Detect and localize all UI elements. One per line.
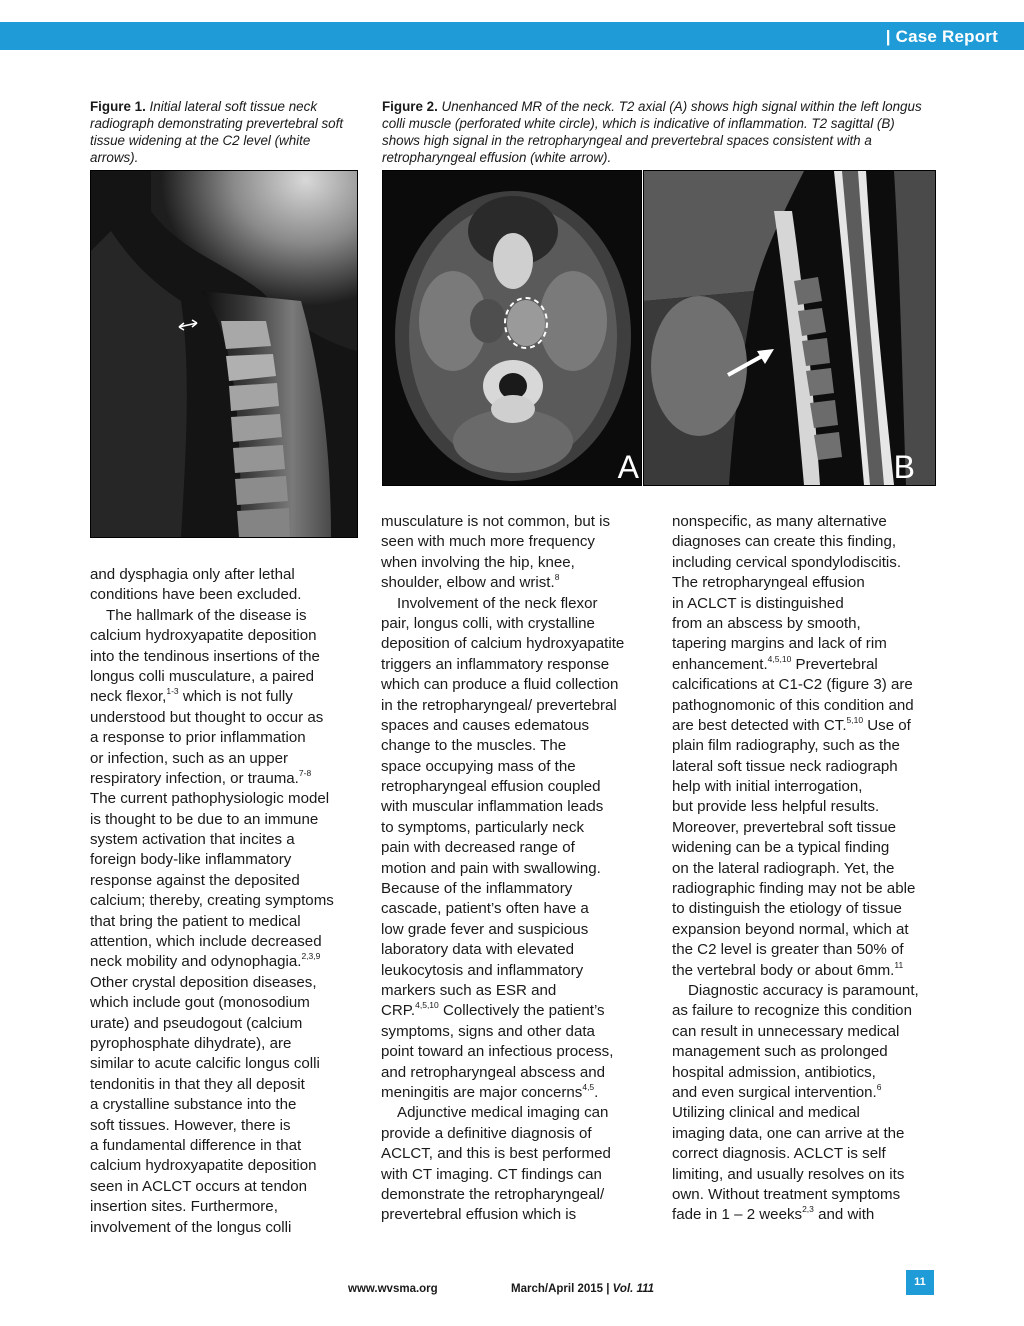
body-line: change to the muscles. The	[381, 737, 567, 755]
body-line: markers such as ESR and	[381, 981, 557, 999]
figure1-caption	[90, 98, 358, 166]
body-line: a fundamental difference in that	[90, 1136, 302, 1154]
footer-issue-date: March/April 2015	[511, 1283, 604, 1295]
body-line	[672, 655, 934, 675]
citation: 11	[894, 959, 904, 970]
figure1-radiograph	[90, 170, 358, 538]
body-text: Collectively the patient’s	[438, 1002, 605, 1020]
body-line: seen with much more frequency	[381, 533, 595, 551]
body-line: plain film radiography, such as the	[672, 737, 900, 755]
body-line: provide a definitive diagnosis of	[381, 1124, 592, 1142]
body-line: laboratory data with elevated	[381, 941, 574, 959]
body-line	[90, 769, 352, 789]
citation: 7-8	[298, 767, 312, 778]
body-line: Involvement of the neck flexor	[397, 594, 598, 612]
body-line	[381, 1001, 643, 1021]
header-bar	[0, 22, 1024, 50]
body-line: pain with decreased range of	[381, 839, 575, 857]
body-line: as failure to recognize this condition	[672, 1002, 912, 1020]
body-line: foreign body-like inflammatory	[90, 851, 292, 869]
body-line: with muscular inflammation leads	[381, 798, 604, 816]
footer-issue	[511, 1283, 654, 1295]
body-line: calcifications at C1-C2 (figure 3) are	[672, 676, 913, 694]
citation: 1-3	[166, 686, 179, 697]
body-line: when involving the hip, knee,	[381, 553, 575, 571]
citation: 4,5	[582, 1081, 595, 1092]
body-line: widening can be a typical finding	[672, 839, 890, 857]
body-text: which is not fully	[178, 688, 293, 706]
body-line: response against the deposited	[90, 871, 300, 889]
body-line: prevertebral effusion which is	[381, 1206, 577, 1224]
body-line: symptoms, signs and other data	[381, 1022, 595, 1040]
body-line: or infection, such as an upper	[90, 749, 289, 767]
body-line	[672, 1083, 934, 1103]
body-line: the C2 level is greater than 50% of	[672, 941, 904, 959]
body-line	[90, 952, 352, 972]
body-line: management such as prolonged	[672, 1043, 888, 1061]
body-line: which include gout (monosodium	[90, 994, 310, 1012]
body-text: and with	[813, 1206, 875, 1224]
body-line: but provide less helpful results.	[672, 798, 880, 816]
body-text: fade in 1 – 2 weeks	[672, 1206, 803, 1224]
body-line: Diagnostic accuracy is paramount,	[688, 981, 919, 999]
body-line: motion and pain with swallowing.	[381, 859, 601, 877]
figure1-caption-text: Initial lateral soft tissue neck radiograph demonstrating prevertebral soft tissue widening at the C2 level (white arrows).	[90, 99, 344, 165]
figure2-panel-a	[382, 170, 642, 486]
body-text: neck flexor,	[90, 688, 167, 706]
body-line: hospital admission, antibiotics,	[672, 1063, 876, 1081]
body-line: imaging data, one can arrive at the	[672, 1124, 905, 1142]
body-line: a crystalline substance into the	[90, 1096, 297, 1114]
page-number-badge: 11	[906, 1270, 934, 1295]
body-line: can result in unnecessary medical	[672, 1022, 900, 1040]
body-line: on the lateral radiograph. Yet, the	[672, 859, 895, 877]
body-line: Moreover, prevertebral soft tissue	[672, 818, 896, 836]
body-line: radiographic finding may not be able	[672, 880, 916, 898]
figure2-label: Figure 2.	[382, 99, 438, 114]
body-line: The retropharyngeal effusion	[672, 574, 865, 592]
body-line: understood but thought to occur as	[90, 708, 324, 726]
citation: 6	[876, 1081, 882, 1092]
body-line: that bring the patient to medical	[90, 912, 301, 930]
body-line	[381, 573, 643, 593]
body-line: similar to acute calcific longus colli	[90, 1055, 320, 1073]
body-line: pair, longus colli, with crystalline	[381, 614, 595, 632]
citation: 5,10	[846, 714, 864, 725]
sagittal-mr-icon	[644, 171, 935, 485]
body-line: pathognomonic of this condition and	[672, 696, 914, 714]
body-line: from an abscess by smooth,	[672, 614, 861, 632]
body-line: seen in ACLCT occurs at tendon	[90, 1177, 308, 1195]
body-column-2	[381, 512, 643, 1226]
body-column-1	[90, 565, 352, 1238]
citation: 2,3	[802, 1204, 814, 1215]
body-line: point toward an infectious process,	[381, 1043, 614, 1061]
body-line: correct diagnosis. ACLCT is self	[672, 1145, 886, 1163]
body-line: diagnoses can create this finding,	[672, 533, 897, 551]
body-line: low grade fever and suspicious	[381, 920, 589, 938]
body-text: respiratory infection, or trauma.	[90, 769, 299, 787]
body-line: and retropharyngeal abscess and	[381, 1063, 606, 1081]
body-line: involvement of the longus colli	[90, 1218, 292, 1236]
body-line: a response to prior inflammation	[90, 729, 306, 747]
body-line: The current pathophysiologic model	[90, 790, 330, 808]
footer-volume: Vol. 111	[612, 1283, 655, 1295]
body-line: ACLCT, and this is best performed	[381, 1145, 611, 1163]
body-text: are best detected with CT.	[672, 716, 847, 734]
body-line: conditions have been excluded.	[90, 586, 302, 604]
body-line: pyrophosphate dihydrate), are	[90, 1034, 292, 1052]
body-line: space occupying mass of the	[381, 757, 576, 775]
body-line: tapering margins and lack of rim	[672, 635, 887, 653]
body-line: Utilizing clinical and medical	[672, 1104, 860, 1122]
body-line	[672, 716, 934, 736]
body-column-3	[672, 512, 934, 1226]
body-line	[381, 1083, 643, 1103]
body-line: calcium hydroxyapatite deposition	[90, 627, 317, 645]
body-line	[90, 687, 352, 707]
citation: 4,5,10	[767, 653, 792, 664]
panel-a-label: A	[617, 449, 639, 485]
body-line: spaces and causes edematous	[381, 716, 590, 734]
body-line: Other crystal deposition diseases,	[90, 973, 317, 991]
axial-mr-icon	[383, 171, 641, 485]
body-line	[672, 1205, 934, 1225]
lateral-neck-radiograph-icon	[91, 171, 357, 537]
body-text: shoulder, elbow and wrist.	[381, 574, 555, 592]
body-line: which can produce a fluid collection	[381, 676, 619, 694]
footer-website[interactable]: www.wvsma.org	[348, 1283, 438, 1295]
body-line: to symptoms, particularly neck	[381, 818, 584, 836]
body-line: lateral soft tissue neck radiograph	[672, 757, 898, 775]
body-line: help with initial interrogation,	[672, 778, 863, 796]
body-text: .	[594, 1083, 599, 1101]
body-line: demonstrate the retropharyngeal/	[381, 1185, 605, 1203]
body-line: longus colli musculature, a paired	[90, 667, 315, 685]
body-line: is thought to be due to an immune	[90, 810, 319, 828]
body-text: neck mobility and odynophagia.	[90, 953, 302, 971]
body-text: and even surgical intervention.	[672, 1083, 877, 1101]
figure2-panel-b	[643, 170, 936, 486]
body-text: the vertebral body or about 6mm.	[672, 961, 895, 979]
body-line: triggers an inflammatory response	[381, 655, 610, 673]
body-line: expansion beyond normal, which at	[672, 920, 909, 938]
body-line: with CT imaging. CT findings can	[381, 1165, 602, 1183]
citation: 8	[554, 572, 560, 583]
body-line: soft tissues. However, there is	[90, 1116, 291, 1134]
body-line: limiting, and usually resolves on its	[672, 1165, 905, 1183]
body-line: tendonitis in that they all deposit	[90, 1075, 305, 1093]
citation: 4,5,10	[415, 1000, 439, 1011]
body-line: Because of the inflammatory	[381, 880, 573, 898]
figure1-label: Figure 1.	[90, 99, 146, 114]
panel-b-label: B	[893, 449, 915, 485]
body-line: retropharyngeal effusion coupled	[381, 778, 601, 796]
body-line: nonspecific, as many alternative	[672, 513, 887, 530]
body-line: calcium; thereby, creating symptoms	[90, 892, 334, 910]
body-line: in ACLCT is distinguished	[672, 594, 844, 612]
body-line: own. Without treatment symptoms	[672, 1185, 901, 1203]
body-text: CRP.	[381, 1002, 416, 1020]
body-line: calcium hydroxyapatite deposition	[90, 1157, 317, 1175]
figure2-caption-text: Unenhanced MR of the neck. T2 axial (A) shows high signal within the left longus colli muscle (perforated white circle), which is indicative of inflammation. T2 sagittal (B) shows high signal in the retropharyngeal and prevertebral spaces consistent with a retropharyngeal effusion (white arrow).	[382, 99, 922, 165]
body-line: urate) and pseudogout (calcium	[90, 1014, 303, 1032]
body-line: system activation that incites a	[90, 831, 295, 849]
body-line: The hallmark of the disease is	[106, 606, 307, 624]
body-line: to distinguish the etiology of tissue	[672, 900, 902, 918]
footer-separator: |	[606, 1283, 610, 1295]
body-text: Use of	[863, 716, 911, 734]
citation: 2,3,9	[301, 951, 321, 962]
body-line: and dysphagia only after lethal	[90, 566, 295, 583]
body-line: in the retropharyngeal/ prevertebral	[381, 696, 617, 714]
body-line: cascade, patient’s often have a	[381, 900, 589, 918]
section-label: | Case Report	[885, 27, 998, 46]
body-line: insertion sites. Furthermore,	[90, 1198, 278, 1216]
body-line: Adjunctive medical imaging can	[397, 1104, 609, 1122]
body-line: into the tendinous insertions of the	[90, 647, 320, 665]
body-line: attention, which include decreased	[90, 933, 322, 951]
body-line: musculature is not common, but is	[381, 513, 611, 530]
body-text: enhancement.	[672, 655, 768, 673]
body-line: leukocytosis and inflammatory	[381, 961, 584, 979]
figure2-caption	[382, 98, 934, 166]
body-text: Prevertebral	[791, 655, 878, 673]
body-line: including cervical spondylodiscitis.	[672, 553, 902, 571]
body-line: deposition of calcium hydroxyapatite	[381, 635, 625, 653]
body-text: meningitis are major concerns	[381, 1083, 583, 1101]
body-line	[672, 961, 934, 981]
